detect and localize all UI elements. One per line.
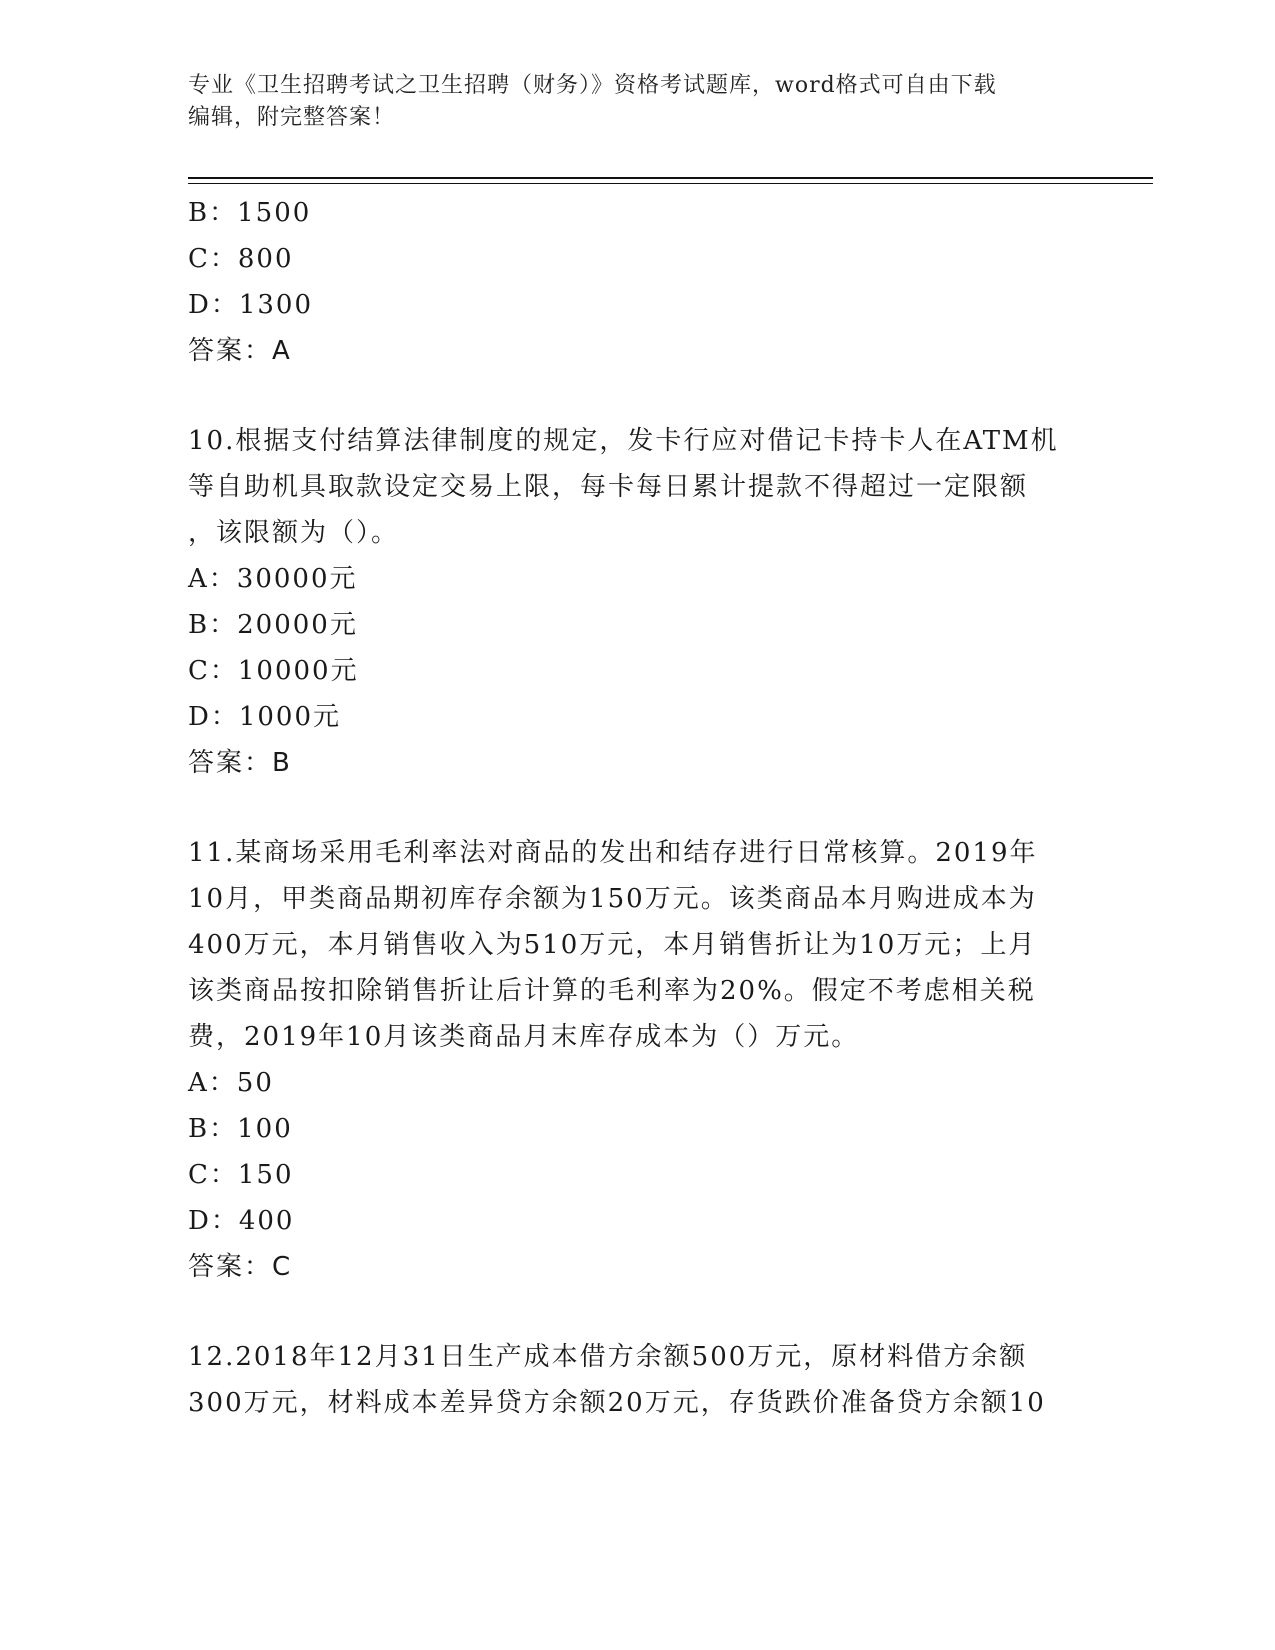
header-line-2: 编辑，附完整答案！ bbox=[188, 105, 396, 130]
answer: 答案：C bbox=[188, 1252, 293, 1282]
option-c: C：150 bbox=[188, 1160, 294, 1190]
answer: 答案：B bbox=[188, 748, 292, 778]
option-d: D：400 bbox=[188, 1206, 295, 1236]
question-text-line: 12.2018年12月31日生产成本借方余额500万元，原材料借方余额 bbox=[188, 1342, 1028, 1372]
document-body bbox=[188, 190, 1088, 1426]
question-text-line: 400万元，本月销售收入为510万元，本月销售折让为10万元；上月 bbox=[188, 930, 1037, 960]
question-text-line: 等自助机具取款设定交易上限，每卡每日累计提款不得超过一定限额 bbox=[188, 472, 1029, 502]
header-rule-thick bbox=[188, 177, 1153, 179]
question-text-line: 10月，甲类商品期初库存余额为150万元。该类商品本月购进成本为 bbox=[188, 884, 1037, 914]
option-d: D：1300 bbox=[188, 290, 314, 320]
option-c: C：10000元 bbox=[188, 656, 359, 686]
header-line-1: 专业《卫生招聘考试之卫生招聘（财务）》资格考试题库，word格式可自由下载 bbox=[188, 73, 997, 98]
question-text-line: 10.根据支付结算法律制度的规定，发卡行应对借记卡持卡人在ATM机 bbox=[188, 426, 1059, 456]
question-10 bbox=[188, 418, 1088, 786]
question-text-line: 300万元，材料成本差异贷方余额20万元，存货跌价准备贷方余额10 bbox=[188, 1388, 1046, 1418]
option-d: D：1000元 bbox=[188, 702, 342, 732]
question-text-line: ，该限额为（）。 bbox=[188, 518, 400, 548]
option-a: A：50 bbox=[188, 1068, 274, 1098]
question-text-line: 11.某商场采用毛利率法对商品的发出和结存进行日常核算。2019年 bbox=[188, 838, 1038, 868]
header-rule-thin bbox=[188, 183, 1153, 184]
option-b: B：20000元 bbox=[188, 610, 358, 640]
option-b: B：100 bbox=[188, 1114, 293, 1144]
document-header bbox=[188, 70, 1088, 134]
answer: 答案：A bbox=[188, 336, 292, 366]
option-a: A：30000元 bbox=[188, 564, 358, 594]
question-text-line: 费，2019年10月该类商品月末库存成本为（）万元。 bbox=[188, 1022, 860, 1052]
option-c: C：800 bbox=[188, 244, 294, 274]
question-12 bbox=[188, 1334, 1088, 1426]
question-11 bbox=[188, 830, 1088, 1290]
question-9-tail bbox=[188, 190, 1088, 374]
option-b: B：1500 bbox=[188, 198, 312, 228]
question-text-line: 该类商品按扣除销售折让后计算的毛利率为20%。假定不考虑相关税 bbox=[188, 976, 1036, 1006]
